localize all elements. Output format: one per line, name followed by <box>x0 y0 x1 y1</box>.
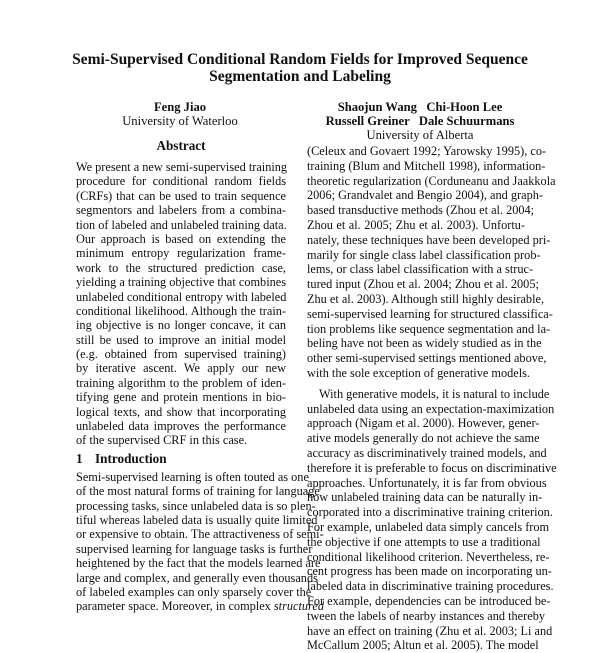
text-line: corporated into a discriminative training criterion. <box>307 505 553 520</box>
abstract-heading: Abstract <box>156 138 206 153</box>
paragraph <box>307 386 557 653</box>
text-line: conditional likelihood criterion. Nevertheless, re- <box>307 549 550 564</box>
author-names: Shaojun Wang Chi-Hoon Lee <box>337 100 503 114</box>
text-line: nately, these techniques have been developed pri- <box>307 232 551 247</box>
text-line: segmentors and labelers from a combina- <box>76 203 286 218</box>
text-line: beling have not been as widely studied as in the <box>307 336 542 351</box>
text-line: tion problems like sequence segmentation and la- <box>307 321 551 336</box>
text-line: therefore it is preferable to focus on discriminative <box>307 460 557 475</box>
text-line: yielding a training objective that combines <box>76 275 287 290</box>
text-line: With generative models, it is natural to include <box>319 386 550 401</box>
text-line: We present a new semi-supervised training <box>76 160 288 174</box>
introduction-body <box>76 469 324 614</box>
text-line: other semi-supervised settings mentioned above, <box>307 351 547 366</box>
text-line: lems, or class label classification with a struc- <box>307 262 534 277</box>
text-line: logical texts, and show that incorporating <box>76 404 286 419</box>
text-line: supervised learning for language tasks is further <box>76 541 313 556</box>
text-line: (e.g. obtained from supervised training) <box>76 347 286 362</box>
text-line: tween the labels of nearby instances and thereby <box>307 608 545 623</box>
text-line: heightened by the fact that the models learned are <box>76 556 321 571</box>
author-block-right <box>300 100 540 142</box>
title-line: Semi-Supervised Conditional Random Fields for Improved Sequence <box>72 51 528 68</box>
author-affiliation: University of Alberta <box>366 128 474 142</box>
italic-term: structured <box>273 599 324 614</box>
text-line: of labeled examples can only sparsely cover the <box>76 584 312 599</box>
text-line: marily for single class label classification prob- <box>307 247 541 262</box>
text-line: approaches. Unfortunately, it is far from obvious <box>307 475 547 490</box>
text-line: parameter space. Moreover, in complex structured <box>76 599 324 614</box>
author-affiliation: University of Waterloo <box>122 114 238 128</box>
text-line: procedure for conditional random fields <box>76 174 286 189</box>
text-line: how unlabeled training data can be naturally in- <box>307 490 543 505</box>
right-column <box>307 144 557 653</box>
text-line: work to the structured prediction case, <box>76 260 286 275</box>
text-line: cent progress has been made on incorporating un- <box>307 564 552 579</box>
text-line: For example, unlabeled data simply cancels from <box>307 519 550 534</box>
text-line: with the sole exception of generative models. <box>307 365 530 380</box>
section-number: 1 <box>76 450 83 466</box>
text-line: unlabeled data improves the performance <box>76 419 286 434</box>
abstract-body <box>76 160 286 448</box>
text-line: by iterative ascent. We apply our new <box>76 361 286 376</box>
paragraph <box>307 144 556 381</box>
text-line: For example, dependencies can be introduced be- <box>307 593 551 608</box>
text-line: training (Blum and Mitchell 1998), information- <box>307 158 546 173</box>
text-line: minimum entropy regularization frame- <box>76 246 286 261</box>
text-line: of the supervised CRF in this case. <box>76 433 248 448</box>
text-line: ing objective is no longer concave, it can <box>76 318 286 333</box>
text-line: tiful whereas labeled data is usually quite limited <box>76 512 318 527</box>
paper-title <box>0 51 600 85</box>
text-line: tifying gene and protein mentions in bio- <box>76 390 286 405</box>
author-block-left <box>110 100 250 128</box>
text-line: unlabeled conditional entropy with labeled <box>76 289 287 304</box>
text-line: or expensive to obtain. The attractiveness of semi- <box>76 527 324 542</box>
text-line: Semi-supervised learning is often touted as one <box>76 469 309 484</box>
text-line: the objective if one attempts to use a traditional <box>307 534 541 549</box>
text-line: Zhou et al. 2005; Zhu et al. 2003). Unfortu- <box>307 217 525 232</box>
text-line: Our approach is based on extending the <box>76 231 286 246</box>
title-line: Segmentation and Labeling <box>209 68 391 85</box>
section-heading <box>76 450 286 470</box>
text-line: training algorithm to the problem of iden- <box>76 375 286 390</box>
text-line: ative models generally do not achieve the same <box>307 431 540 446</box>
text-line: McCallum 2005; Altun et al. 2005). The model <box>307 638 539 653</box>
text-line: approach (Nigam et al. 2000). However, gener- <box>307 416 540 431</box>
text-line: semi-supervised learning for structured classifica- <box>307 306 553 321</box>
section-title: Introduction <box>95 450 167 466</box>
text-line: (Celeux and Govaert 1992; Yarowsky 1995), co- <box>307 144 547 158</box>
text-line: accuracy as discriminatively trained models, and <box>307 445 547 460</box>
text-line: 2006; Grandvalet and Bengio 2004), and graph- <box>307 188 543 203</box>
text-line: tured input (Zhou et al. 2004; Zhou et al. 2005; <box>307 277 539 292</box>
author-names: Russell Greiner Dale Schuurmans <box>325 114 515 128</box>
text-line: unlabeled data using an expectation-maximization <box>307 401 555 416</box>
text-line: tion of labeled and unlabeled training data. <box>76 217 287 232</box>
left-column <box>76 138 324 614</box>
text-line: large and complex, and generally even thousands <box>76 570 318 585</box>
text-line: of the most natural forms of training for language <box>76 484 320 499</box>
text-line: processing tasks, since unlabeled data is so plen- <box>76 498 316 513</box>
text-line: conditional likelihood. Although the train- <box>76 303 286 318</box>
author-names: Feng Jiao <box>153 100 207 114</box>
text-line: Zhu et al. 2003). Although still highly desirable, <box>307 291 545 306</box>
text-line: (CRFs) that can be used to train sequence <box>76 188 286 203</box>
text-line: based transductive methods (Zhou et al. 2004; <box>307 203 535 218</box>
text-line: have an effect on training (Zhu et al. 2003; Li and <box>307 623 553 638</box>
text-line: labeled data in discriminative training procedures. <box>307 579 554 594</box>
text-line: theoretic regularization (Corduneanu and Jaakkola <box>307 173 556 188</box>
text-line: still be used to improve an initial model <box>76 332 286 347</box>
